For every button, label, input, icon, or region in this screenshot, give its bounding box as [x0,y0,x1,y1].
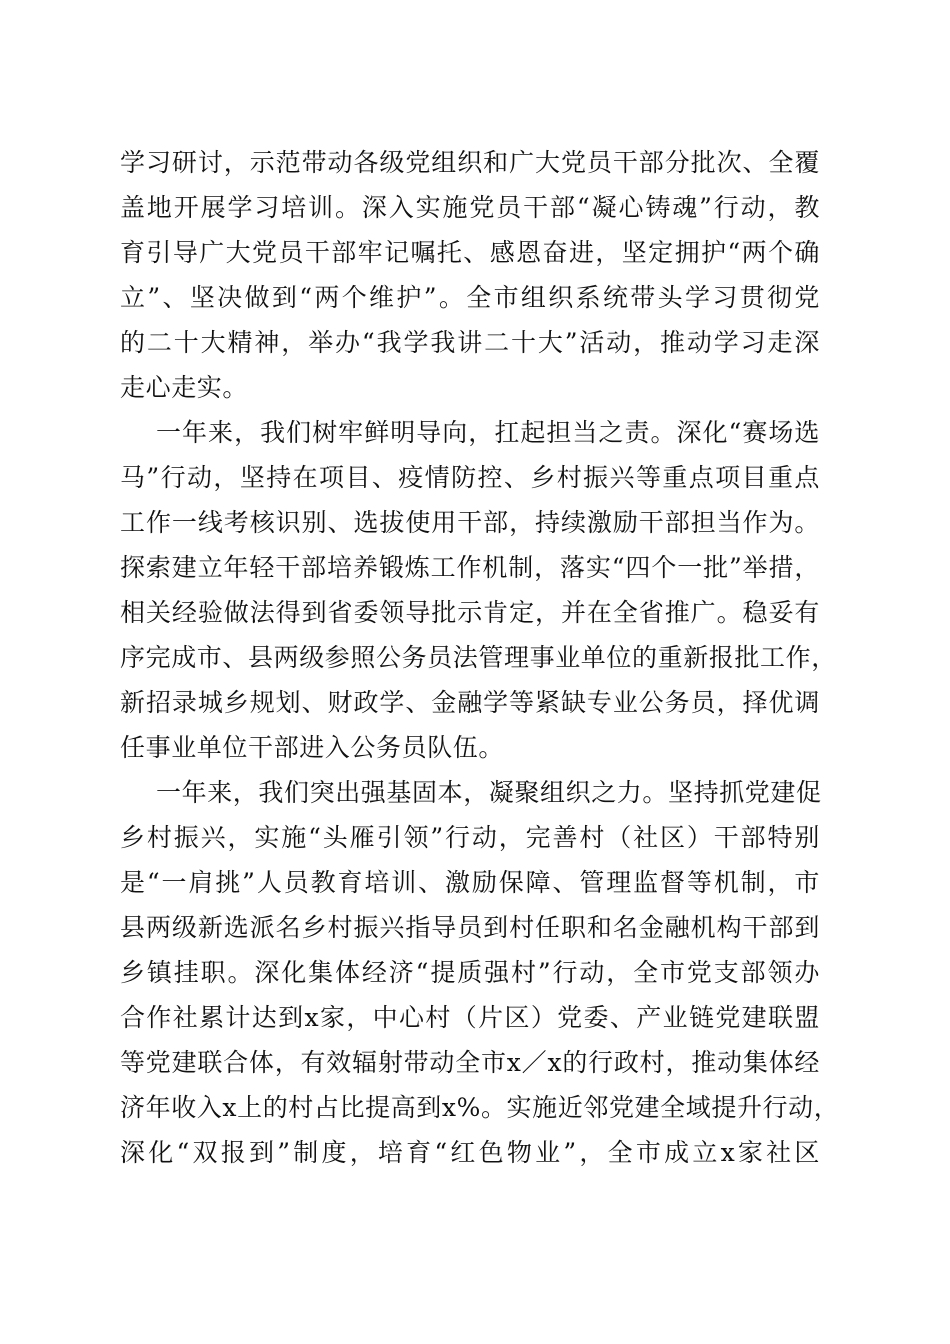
text-line: 探索建立年轻干部培养锻炼工作机制，落实“四个一批”举措， [120,553,820,582]
text-line: 马”行动，坚持在项目、疫情防控、乡村振兴等重点项目重点 [120,463,820,492]
text-line: 一年来，我们树牢鲜明导向，扛起担当之责。深化“赛场选 [156,418,820,447]
text-line: 相关经验做法得到省委领导批示肯定，并在全省推广。稳妥有 [120,598,820,627]
text-line: 一年来，我们突出强基固本，凝聚组织之力。坚持抓党建促 [156,778,822,807]
text-line: 乡村振兴，实施“头雁引领”行动，完善村（社区）干部特别 [120,823,820,852]
body-text [120,140,840,1175]
text-line: 县两级新选派名乡村振兴指导员到村任职和名金融机构干部到 [120,913,820,942]
text-line: 等党建联合体，有效辐射带动全市x／x的行政村，推动集体经 [120,1048,820,1077]
text-line: 深化“双报到”制度，培育“红色物业”，全市成立x家社区 [120,1138,820,1167]
paragraph-1 [120,140,820,410]
paragraph-2 [120,410,837,770]
text-line: 盖地开展学习培训。深入实施党员干部“凝心铸魂”行动，教 [120,193,820,222]
text-line: 学习研讨，示范带动各级党组织和广大党员干部分批次、全覆 [120,148,820,177]
paragraph-3 [120,770,840,1175]
text-line: 立”、坚决做到“两个维护”。全市组织系统带头学习贯彻党 [120,283,820,312]
text-line: 是“一肩挑”人员教育培训、激励保障、管理监督等机制，市 [120,868,820,897]
text-line: 工作一线考核识别、选拔使用干部，持续激励干部担当作为。 [120,508,820,537]
text-line: 序完成市、县两级参照公务员法管理事业单位的重新报批工作， [120,643,837,672]
text-line: 合作社累计达到x家，中心村（片区）党委、产业链党建联盟 [120,1003,820,1032]
text-line: 新招录城乡规划、财政学、金融学等紧缺专业公务员，择优调 [120,688,820,717]
text-line: 济年收入x上的村占比提高到x%。实施近邻党建全域提升行动， [120,1093,840,1122]
text-line: 乡镇挂职。深化集体经济“提质强村”行动，全市党支部领办 [120,958,820,987]
text-line: 的二十大精神，举办“我学我讲二十大”活动，推动学习走深 [120,328,820,357]
text-line: 任事业单位干部进入公务员队伍。 [120,733,505,762]
text-line: 育引导广大党员干部牢记嘱托、感恩奋进，坚定拥护“两个确 [120,238,820,267]
text-line: 走心走实。 [120,373,249,402]
